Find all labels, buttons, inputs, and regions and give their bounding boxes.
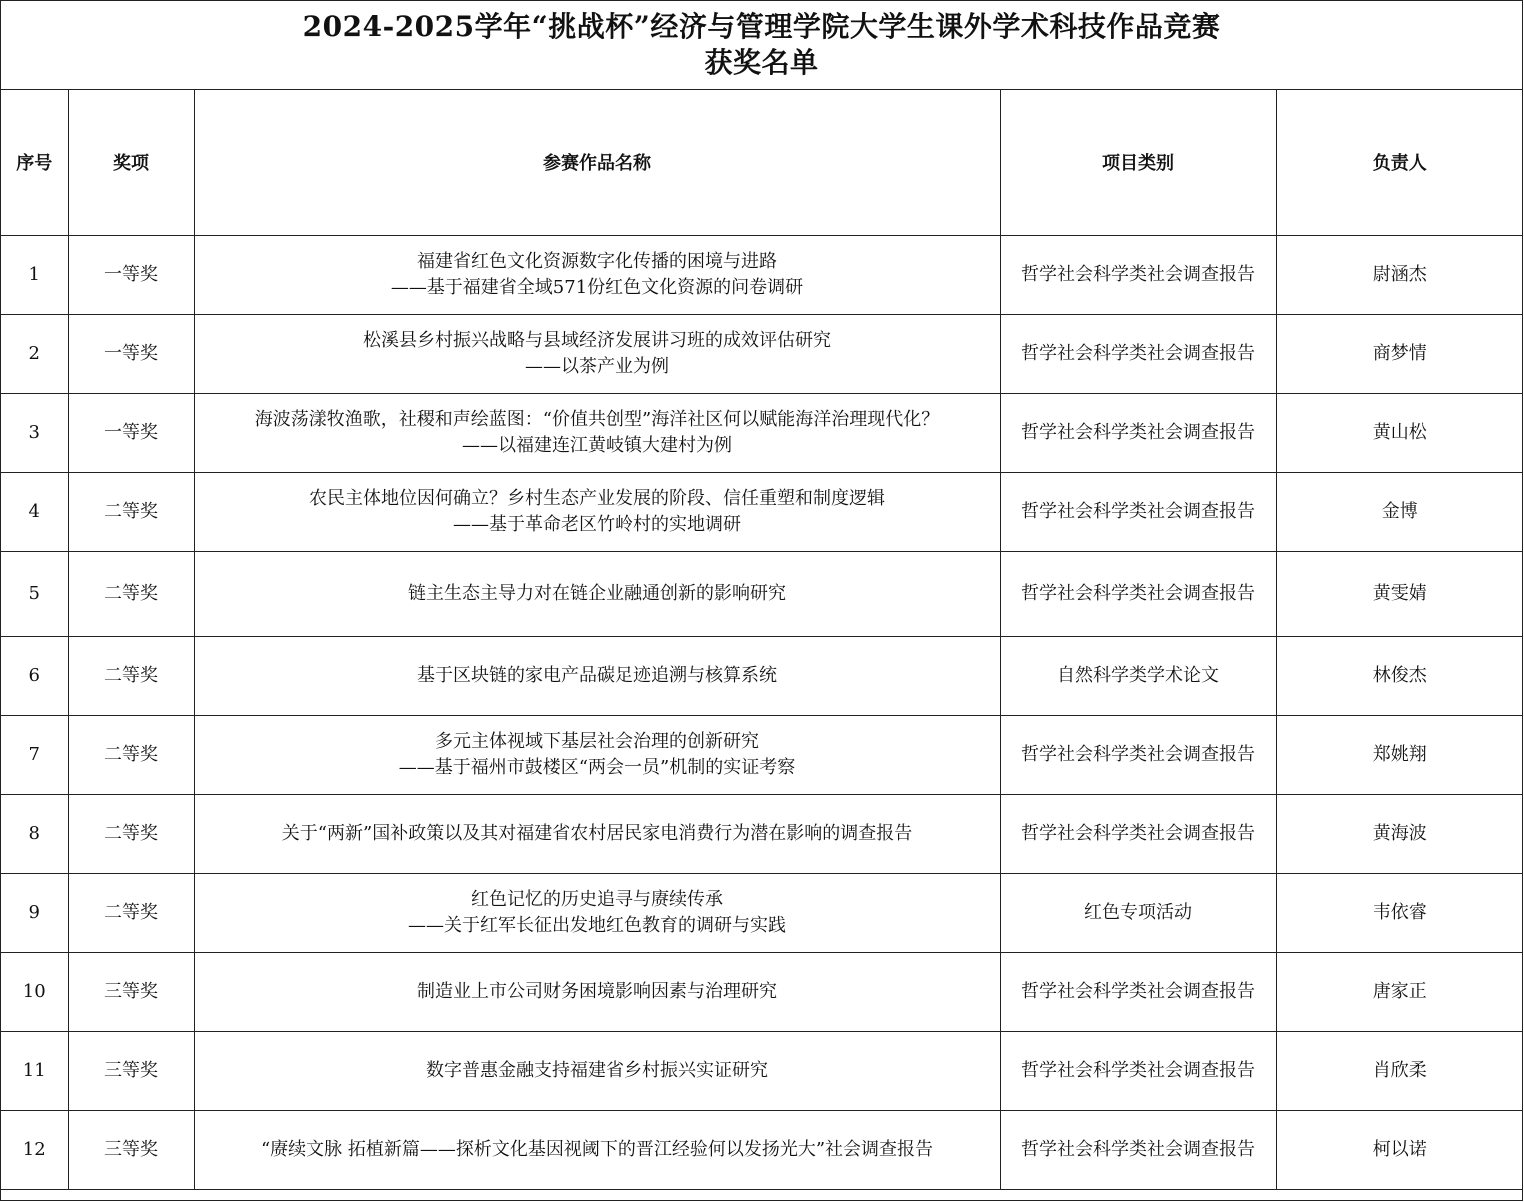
award-level: 二等奖 [68, 716, 194, 795]
work-title: 数字普惠金融支持福建省乡村振兴实证研究 [426, 1060, 768, 1081]
award-level: 二等奖 [68, 473, 194, 552]
table-row [1, 1111, 1523, 1190]
team-leader: 柯以诺 [1276, 1111, 1523, 1190]
work-subtitle: ——以茶产业为例 [525, 356, 669, 377]
award-level: 三等奖 [68, 953, 194, 1032]
table-row [1, 473, 1523, 552]
project-category: 哲学社会科学类社会调查报告 [1000, 1111, 1276, 1190]
award-table [1, 89, 1523, 1190]
work-title-cell [194, 795, 1000, 874]
row-number: 9 [1, 874, 68, 953]
work-title: 松溪县乡村振兴战略与县域经济发展讲习班的成效评估研究 [363, 330, 831, 351]
award-level: 二等奖 [68, 552, 194, 637]
work-title: 制造业上市公司财务困境影响因素与治理研究 [417, 981, 777, 1002]
team-leader: 郑姚翔 [1276, 716, 1523, 795]
team-leader: 林俊杰 [1276, 637, 1523, 716]
project-category: 红色专项活动 [1000, 874, 1276, 953]
work-title-cell [194, 874, 1000, 953]
work-title-cell [194, 1032, 1000, 1111]
table-row [1, 1032, 1523, 1111]
row-number: 7 [1, 716, 68, 795]
row-number: 6 [1, 637, 68, 716]
project-category: 哲学社会科学类社会调查报告 [1000, 552, 1276, 637]
project-category: 哲学社会科学类社会调查报告 [1000, 394, 1276, 473]
work-title-cell [194, 394, 1000, 473]
table-header-row [1, 89, 1523, 236]
row-number: 10 [1, 953, 68, 1032]
award-level: 一等奖 [68, 315, 194, 394]
award-level: 二等奖 [68, 795, 194, 874]
project-category: 哲学社会科学类社会调查报告 [1000, 716, 1276, 795]
project-category: 哲学社会科学类社会调查报告 [1000, 953, 1276, 1032]
row-number: 2 [1, 315, 68, 394]
work-title: 福建省红色文化资源数字化传播的困境与进路 [417, 251, 777, 272]
row-number: 4 [1, 473, 68, 552]
project-category: 哲学社会科学类社会调查报告 [1000, 473, 1276, 552]
award-level: 三等奖 [68, 1111, 194, 1190]
team-leader: 黄山松 [1276, 394, 1523, 473]
column-header-work: 参赛作品名称 [194, 89, 1000, 236]
work-title: 关于“两新”国补政策以及其对福建省农村居民家电消费行为潜在影响的调查报告 [281, 823, 913, 844]
work-title-cell [194, 1111, 1000, 1190]
table-row [1, 874, 1523, 953]
award-level: 三等奖 [68, 1032, 194, 1111]
table-row [1, 315, 1523, 394]
team-leader: 黄海波 [1276, 795, 1523, 874]
column-header-category: 项目类别 [1000, 89, 1276, 236]
page-title: 2024-2025学年“挑战杯”经济与管理学院大学生课外学术科技作品竞赛 [302, 10, 1221, 43]
table-row [1, 394, 1523, 473]
title-block [1, 1, 1522, 90]
team-leader: 黄雯婧 [1276, 552, 1523, 637]
row-number: 12 [1, 1111, 68, 1190]
team-leader: 尉涵杰 [1276, 236, 1523, 315]
row-number: 1 [1, 236, 68, 315]
team-leader: 肖欣柔 [1276, 1032, 1523, 1111]
project-category: 哲学社会科学类社会调查报告 [1000, 315, 1276, 394]
award-rows [1, 236, 1523, 1190]
work-title-cell [194, 716, 1000, 795]
work-subtitle: ——关于红军长征出发地红色教育的调研与实践 [408, 915, 786, 936]
work-title-cell [194, 953, 1000, 1032]
project-category: 自然科学类学术论文 [1000, 637, 1276, 716]
table-row [1, 637, 1523, 716]
table-row [1, 953, 1523, 1032]
table-row [1, 716, 1523, 795]
work-title-cell [194, 473, 1000, 552]
row-number: 8 [1, 795, 68, 874]
row-number: 3 [1, 394, 68, 473]
team-leader: 商梦情 [1276, 315, 1523, 394]
work-subtitle: ——基于福州市鼓楼区“两会一员”机制的实证考察 [398, 757, 796, 778]
work-title: “赓续文脉 拓植新篇——探析文化基因视阈下的晋江经验何以发扬光大”社会调查报告 [260, 1139, 934, 1160]
column-header-leader: 负责人 [1276, 89, 1523, 236]
work-title: 海波荡漾牧渔歌，社稷和声绘蓝图：“价值共创型”海洋社区何以赋能海洋治理现代化？ [254, 409, 940, 430]
work-subtitle: ——基于福建省全域571份红色文化资源的问卷调研 [390, 277, 804, 298]
award-level: 一等奖 [68, 394, 194, 473]
work-title: 红色记忆的历史追寻与赓续传承 [471, 889, 723, 910]
table-row [1, 236, 1523, 315]
page-subtitle: 获奖名单 [704, 46, 819, 79]
work-title: 多元主体视域下基层社会治理的创新研究 [435, 731, 759, 752]
row-number: 5 [1, 552, 68, 637]
column-header-no: 序号 [1, 89, 68, 236]
project-category: 哲学社会科学类社会调查报告 [1000, 236, 1276, 315]
work-title-cell [194, 315, 1000, 394]
table-row [1, 552, 1523, 637]
project-category: 哲学社会科学类社会调查报告 [1000, 1032, 1276, 1111]
work-title: 基于区块链的家电产品碳足迹追溯与核算系统 [417, 665, 777, 686]
award-level: 二等奖 [68, 637, 194, 716]
award-level: 二等奖 [68, 874, 194, 953]
row-number: 11 [1, 1032, 68, 1111]
team-leader: 唐家正 [1276, 953, 1523, 1032]
column-header-award: 奖项 [68, 89, 194, 236]
team-leader: 韦依睿 [1276, 874, 1523, 953]
team-leader: 金博 [1276, 473, 1523, 552]
work-title: 链主生态主导力对在链企业融通创新的影响研究 [408, 583, 786, 604]
work-title-cell [194, 552, 1000, 637]
award-level: 一等奖 [68, 236, 194, 315]
project-category: 哲学社会科学类社会调查报告 [1000, 795, 1276, 874]
work-title: 农民主体地位因何确立？乡村生态产业发展的阶段、信任重塑和制度逻辑 [309, 488, 885, 509]
work-subtitle: ——以福建连江黄岐镇大建村为例 [462, 435, 732, 456]
work-title-cell [194, 236, 1000, 315]
work-title-cell [194, 637, 1000, 716]
work-subtitle: ——基于革命老区竹岭村的实地调研 [453, 514, 741, 535]
table-row [1, 795, 1523, 874]
